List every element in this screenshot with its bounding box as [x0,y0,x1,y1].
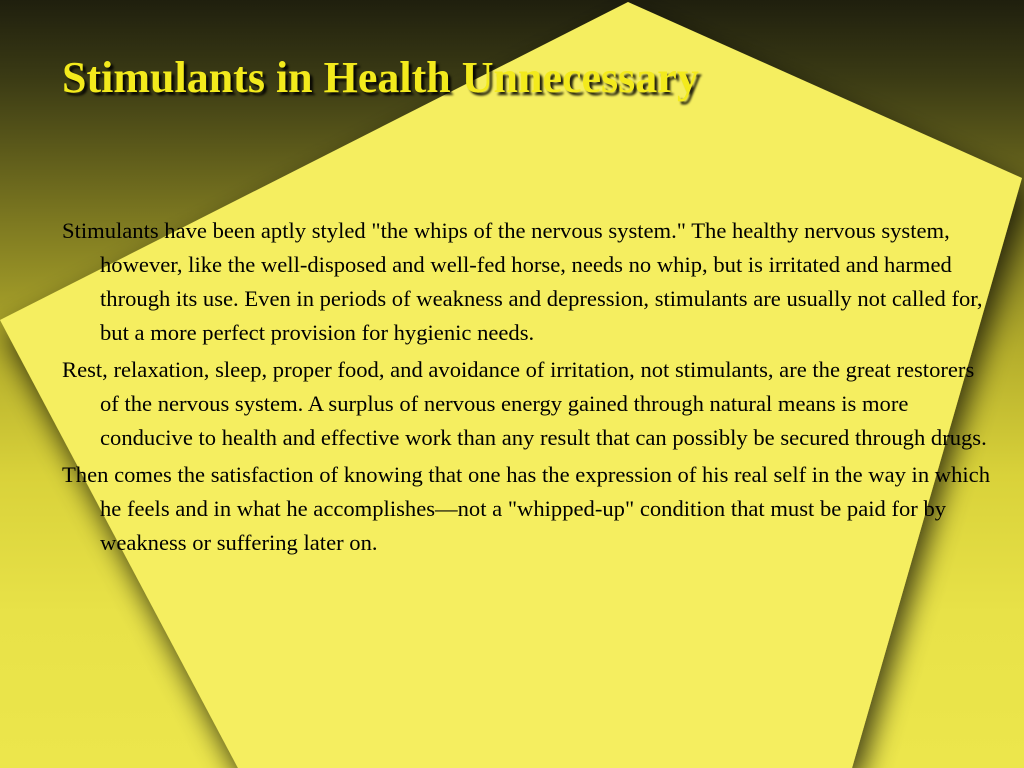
body-paragraph-2: Rest, relaxation, sleep, proper food, and avoidance of irritation, not stimulants, are the great restorers of the nervous system. A surplus of nervous energy gained through natural means is more conducive to health and effective work than any result that can possibly be secured through drugs. [62,357,987,450]
slide-title: Stimulants in Health Unnecessary [62,53,699,102]
body-paragraph-1: Stimulants have been aptly styled "the whips of the nervous system." The healthy nervous system, however, like the well-disposed and well-fed horse, needs no whip, but is irritated and harmed through its use. Even in periods of weakness and depression, stimulants are usually not called for, but a more perfect provision for hygienic needs. [62,218,983,345]
body-paragraph-3: Then comes the satisfaction of knowing that one has the expression of his real self in the way in which he feels and in what he accomplishes—not a "whipped-up" condition that must be paid for by weakness or suffering later on. [62,462,990,555]
slide-body [62,214,992,563]
